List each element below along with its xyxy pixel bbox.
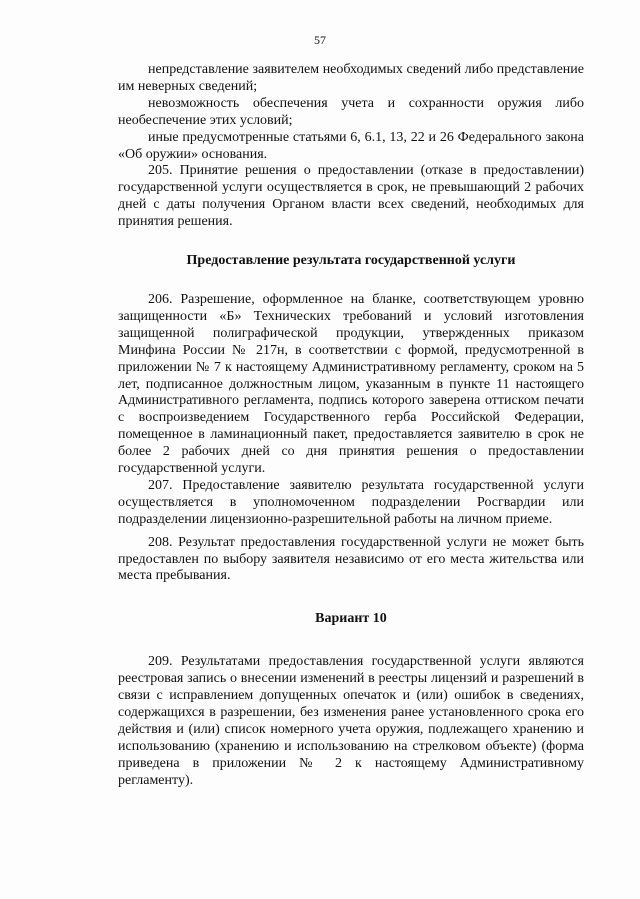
paragraph-207: 207. Предоставление заявителю результата государственной услуги осуществляется в уполномоченном подразделении Росгвардии или подразделении лицензионно-разрешительной работы на личном приеме. bbox=[118, 477, 584, 527]
page-number: 57 bbox=[314, 33, 326, 47]
section-heading-result: Предоставление результата государственной услуги bbox=[186, 253, 516, 269]
paragraph-item-1: непредставление заявителем необходимых сведений либо представление им неверных сведений; bbox=[118, 62, 584, 94]
paragraph-205: 205. Принятие решения о предоставлении (отказе в предоставлении) государственной услуги осуществляется в срок, не превышающий 2 рабочих дней с даты получения Органом власти всех сведений, необходимых для принятия решения. bbox=[118, 163, 584, 230]
paragraph-209: 209. Результатами предоставления государственной услуги являются реестровая запись о внесении изменений в реестры лицензий и разрешений в связи с исправлением допущенных опечаток и (или) ошибок в сведениях, содержащихся в разрешении, без изменения ранее установленного срока его действия и (или) список номерного учета оружия, подлежащего хранению и использованию (хранению и использованию на стрелковом объекте) (форма приведена в приложении № 2 к настоящему Административному регламенту). bbox=[118, 654, 584, 788]
paragraph-206: 206. Разрешение, оформленное на бланке, соответствующем уровню защищенности «Б» Технических требований и условий изготовления защищенной полиграфической продукции, утвержденных приказом Минфина России № 217н, в соответствии с формой, предусмотренной в приложении № 7 к настоящему Административному регламенту, сроком на 5 лет, подписанное должностным лицом, указанным в пункте 11 настоящего Административного регламента, подпись которого заверена оттиском печати с воспроизведением Государственного герба Российской Федерации, помещенное в ламинационный пакет, предоставляется заявителю в срок не более 2 рабочих дней со дня принятия решения о предоставлении государственной услуги. bbox=[118, 291, 584, 477]
paragraph-208: 208. Результат предоставления государственной услуги не может быть предоставлен по выбору заявителя независимо от его места жительства или места пребывания. bbox=[118, 534, 584, 584]
paragraph-item-2: невозможность обеспечения учета и сохранности оружия либо необеспечение этих условий; bbox=[118, 95, 584, 128]
document-body bbox=[118, 62, 584, 790]
paragraph-item-3: иные предусмотренные статьями 6, 6.1, 13, 22 и 26 Федерального закона «Об оружии» основания. bbox=[118, 129, 584, 162]
section-heading-variant-10: Вариант 10 bbox=[315, 611, 387, 627]
